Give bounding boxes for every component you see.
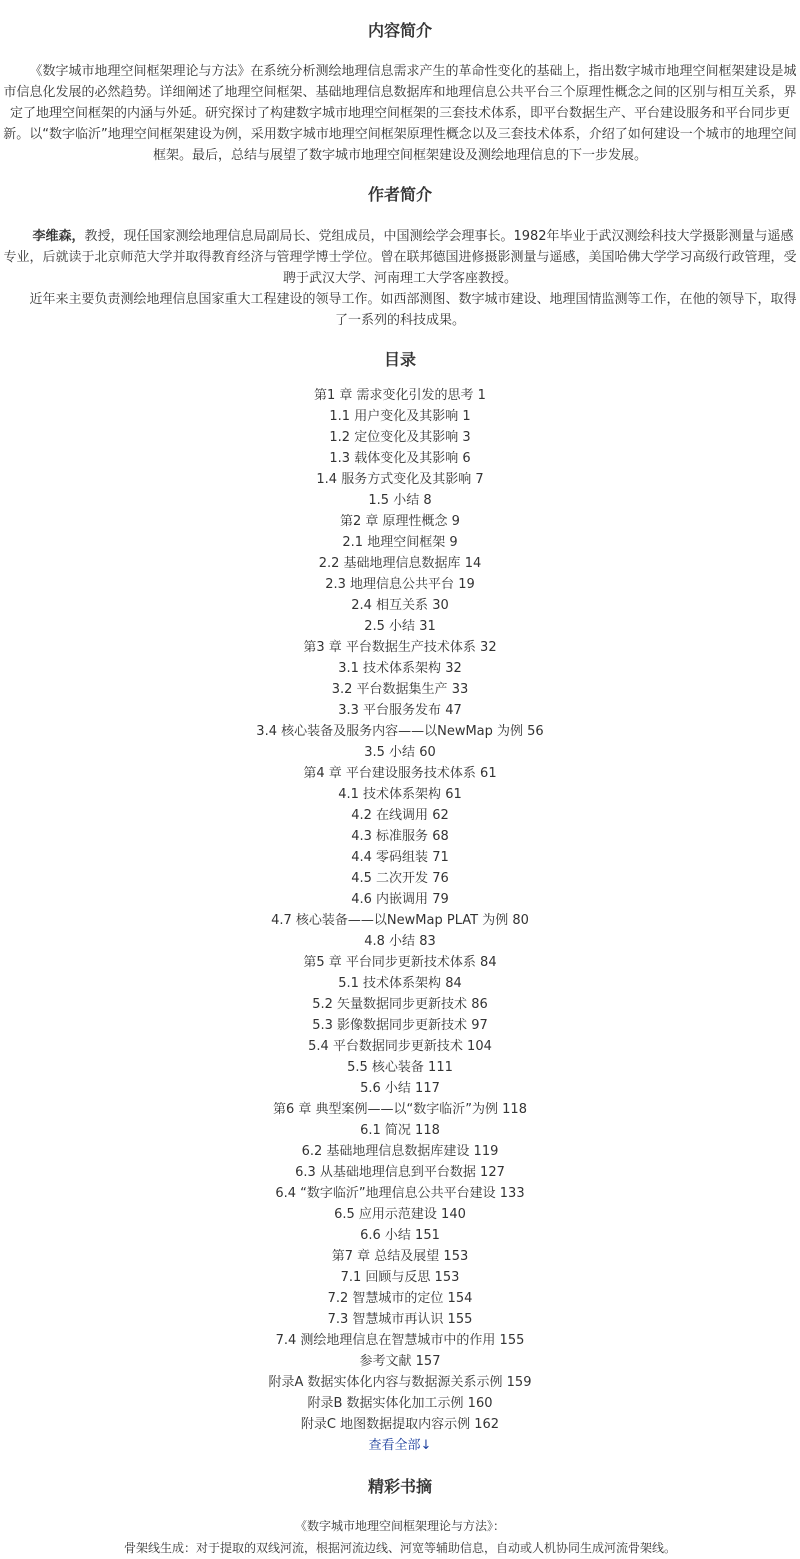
toc-item: 3.5 小结 60 (364, 745, 436, 760)
toc-item: 4.7 核心装备——以NewMap PLAT 为例 80 (271, 913, 529, 928)
toc-item: 1.5 小结 8 (368, 493, 432, 508)
author-name: 李维森， (32, 229, 85, 244)
toc-item: 2.4 相互关系 30 (351, 598, 449, 613)
toc-item: 4.5 二次开发 76 (351, 871, 449, 886)
toc-item: 第7 章 总结及展望 153 (331, 1249, 469, 1264)
toc-item: 1.3 载体变化及其影响 6 (329, 451, 471, 466)
toc-item: 第5 章 平台同步更新技术体系 84 (303, 955, 497, 970)
intro-text: 《数字城市地理空间框架理论与方法》在系统分析测绘地理信息需求产生的革命性变化的基础上，指出数字城市地理空间框架建设是城市信息化发展的必然趋势。详细阐述了地理空间框架、基础地理信息数据库和地理信息公共平台三个原理性概念之间的区别与相互关系，界定了地理空间框架的内涵与外延。研究探讨了构建数字城市地理空间框架的三套技术体系，即平台数据生产、平台建设服务和平台同步更新。以“数字临沂”地理空间框架建设为例，采用数字城市地理空间框架原理性概念以及三套技术体系，介绍了如何建设一个城市的地理空间框架。最后，总结与展望了数字城市地理空间框架建设及测绘地理信息的下一步发展。 (3, 64, 797, 163)
toc-item: 2.1 地理空间框架 9 (342, 535, 458, 550)
toc-item: 5.3 影像数据同步更新技术 97 (312, 1018, 488, 1033)
toc-item: 2.3 地理信息公共平台 19 (325, 577, 475, 592)
toc-item: 附录B 数据实体化加工示例 160 (307, 1396, 493, 1411)
toc-item: 3.3 平台服务发布 47 (338, 703, 462, 718)
toc-item: 4.4 零码组装 71 (351, 850, 449, 865)
toc-item: 7.4 测绘地理信息在智慧城市中的作用 155 (275, 1333, 525, 1348)
arrow-down-icon: ↓ (420, 1438, 432, 1453)
author-section-title: 作者简介 (367, 185, 432, 204)
toc-item: 1.2 定位变化及其影响 3 (329, 430, 471, 445)
toc-item: 参考文献 157 (359, 1354, 441, 1369)
toc-item: 4.8 小结 83 (364, 934, 436, 949)
toc-item: 7.3 智慧城市再认识 155 (327, 1312, 473, 1327)
toc-item: 3.1 技术体系架构 32 (338, 661, 462, 676)
toc-item: 1.1 用户变化及其影响 1 (329, 409, 471, 424)
toc-item: 1.4 服务方式变化及其影响 7 (316, 472, 484, 487)
toc-item: 7.1 回顾与反思 153 (340, 1270, 460, 1285)
toc-item: 第4 章 平台建设服务技术体系 61 (303, 766, 497, 781)
digest-line-2: 骨架线生成：对于提取的双线河流，根据河流边线、河宽等辅助信息，自动或人机协同生成河流骨架线。 (123, 1541, 676, 1555)
toc-item: 附录C 地图数据提取内容示例 162 (300, 1417, 500, 1432)
toc-item: 第6 章 典型案例——以“数字临沂”为例 118 (273, 1102, 527, 1117)
toc-item: 6.3 从基础地理信息到平台数据 127 (295, 1165, 505, 1180)
toc-item: 附录A 数据实体化内容与数据源关系示例 159 (268, 1375, 532, 1390)
author-bio-paragraph-2: 近年来主要负责测绘地理信息国家重大工程建设的领导工作。如西部测图、数字城市建设、地理国情监测等工作，在他的领导下，取得了一系列的科技成果。 (29, 292, 797, 328)
author-bio-text: 教授，现任国家测绘地理信息局副局长、党组成员，中国测绘学会理事长。1982年毕业于武汉测绘科技大学摄影测量与遥感专业，后就读于北京师范大学并取得教育经济与管理学博士学位。曾在联邦德国进修摄影测量与遥感，美国哈佛大学学习高级行政管理，受聘于武汉大学、河南理工大学客座教授。 (3, 229, 797, 286)
toc-item: 5.4 平台数据同步更新技术 104 (308, 1039, 492, 1054)
toc-item: 6.4 “数字临沂”地理信息公共平台建设 133 (275, 1186, 525, 1201)
toc-item: 4.2 在线调用 62 (351, 808, 449, 823)
author-bio-paragraph-1 (2, 226, 798, 289)
toc-item: 2.2 基础地理信息数据库 14 (318, 556, 482, 571)
view-all-link[interactable] (0, 1435, 800, 1456)
toc-item: 第3 章 平台数据生产技术体系 32 (303, 640, 497, 655)
toc-item: 5.2 矢量数据同步更新技术 86 (312, 997, 488, 1012)
digest-line-1: 《数字城市地理空间框架理论与方法》： (294, 1519, 505, 1533)
view-all-label: 查看全部 (368, 1438, 421, 1453)
toc-item: 4.3 标准服务 68 (351, 829, 449, 844)
toc-item: 5.1 技术体系架构 84 (338, 976, 462, 991)
toc-item: 3.2 平台数据集生产 33 (331, 682, 469, 697)
toc-item: 6.5 应用示范建设 140 (334, 1207, 466, 1222)
toc-item: 4.1 技术体系架构 61 (338, 787, 462, 802)
toc-item: 5.5 核心装备 111 (347, 1060, 453, 1075)
toc-item: 2.5 小结 31 (364, 619, 436, 634)
toc-item: 3.4 核心装备及服务内容——以NewMap 为例 56 (256, 724, 544, 739)
intro-section-title: 内容简介 (367, 21, 432, 40)
toc-item: 第2 章 原理性概念 9 (340, 514, 460, 529)
toc-item: 6.2 基础地理信息数据库建设 119 (301, 1144, 499, 1159)
table-of-contents (0, 385, 800, 1435)
toc-item: 4.6 内嵌调用 79 (351, 892, 449, 907)
toc-item: 5.6 小结 117 (360, 1081, 440, 1096)
toc-item: 第1 章 需求变化引发的思考 1 (314, 388, 486, 403)
toc-item: 7.2 智慧城市的定位 154 (327, 1291, 473, 1306)
toc-section-title: 目录 (383, 350, 416, 369)
toc-item: 6.1 简况 118 (360, 1123, 440, 1138)
digest-section-title: 精彩书摘 (367, 1477, 432, 1496)
toc-item: 6.6 小结 151 (360, 1228, 440, 1243)
